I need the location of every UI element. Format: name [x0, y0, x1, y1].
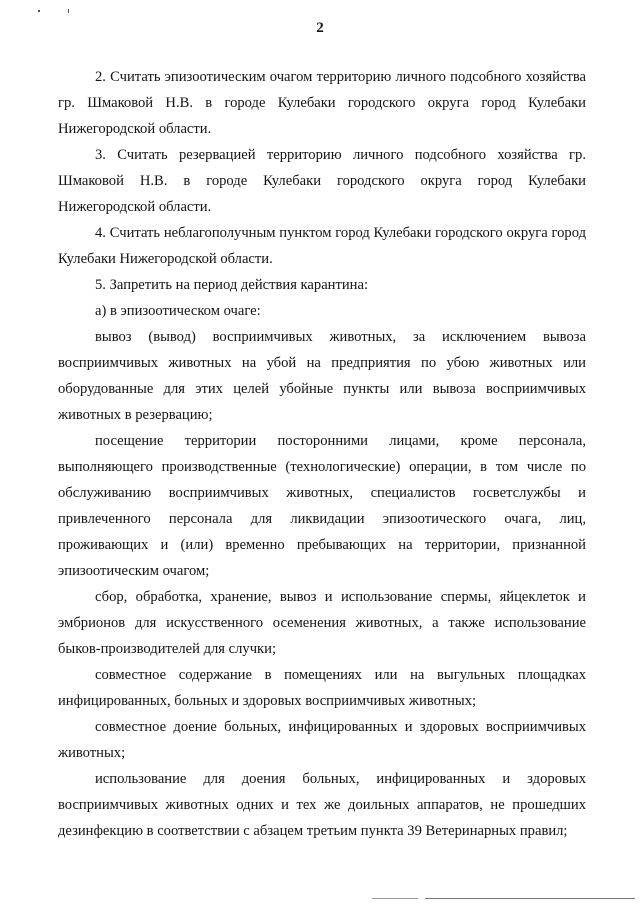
paragraph-ban-export: вывоз (вывод) восприимчивых животных, за исключением вывоза восприимчивых животных на убой на предприятия по убою животных или оборудованные для этих целей убойные пункты или вывоза восприимчивых животных в резервацию; — [58, 329, 586, 423]
scan-edge-line — [425, 898, 635, 899]
paragraph-ban-milking-machines: использование для доения больных, инфицированных и здоровых восприимчивых животных одних и тех же доильных аппаратов, не прошедших дезинфекцию в соответствии с абзацем третьим пункта 39 Ветеринарных правил; — [58, 771, 586, 839]
page-number: 2 — [316, 20, 324, 36]
paragraph-item-5: 5. Запретить на период действия карантина: — [95, 277, 369, 293]
paragraph-ban-joint-keeping: совместное содержание в помещениях или на выгульных площадках инфицированных, больных и здоровых восприимчивых животных; — [58, 667, 586, 709]
paragraph-ban-visits: посещение территории посторонними лицами, кроме персонала, выполняющего производственные (технологические) операции, в том числе по обслуживанию восприимчивых животных, специалистов госветслужбы и привлеченного персонала для ликвидации эпизоотического очага, лиц, проживающих и (или) временно пребывающих на территории, признанной эпизоотическим очагом; — [58, 433, 586, 579]
document-body — [58, 64, 586, 844]
scan-speck — [38, 10, 40, 12]
paragraph-item-3: 3. Считать резервацией территорию личного подсобного хозяйства гр. Шмаковой Н.В. в городе Кулебаки городского округа город Кулебаки Нижегородской области. — [58, 147, 586, 215]
subparagraph-a: а) в эпизоотическом очаге: — [95, 303, 261, 319]
paragraph-ban-joint-milking: совместное доение больных, инфицированных и здоровых восприимчивых животных; — [58, 719, 586, 761]
paragraph-item-4: 4. Считать неблагополучным пунктом город Кулебаки городского округа город Кулебаки Нижегородской области. — [58, 225, 586, 267]
scan-edge-line — [372, 898, 418, 899]
scan-speck — [68, 9, 69, 13]
paragraph-ban-semen: сбор, обработка, хранение, вывоз и использование спермы, яйцеклеток и эмбрионов для искусственного осеменения животных, а также использование быков-производителей для случки; — [58, 589, 586, 657]
paragraph-item-2: 2. Считать эпизоотическим очагом территорию личного подсобного хозяйства гр. Шмаковой Н.В. в городе Кулебаки городского округа город Кулебаки Нижегородской области. — [58, 69, 586, 137]
